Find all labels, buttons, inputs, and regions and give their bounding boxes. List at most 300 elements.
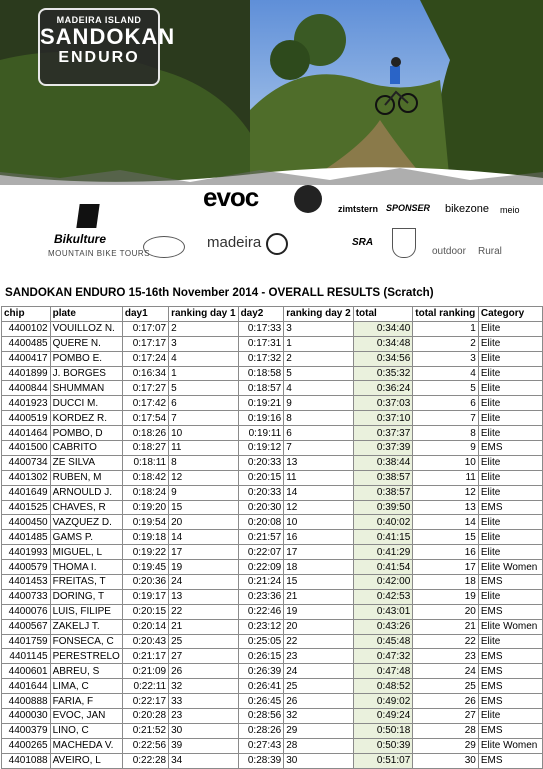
- col-header-plate: plate: [50, 307, 122, 322]
- day2-cell: 0:19:16: [238, 411, 284, 426]
- col-header-ranking-day2: ranking day 2: [284, 307, 353, 322]
- category-cell: Elite Women: [478, 560, 542, 575]
- ranking-day1-cell: 10: [169, 426, 238, 441]
- sponsor-meio: meio: [500, 205, 520, 215]
- ranking-day2-cell: 32: [284, 709, 353, 724]
- ranking-day1-cell: 8: [169, 455, 238, 470]
- chip-cell: 4400379: [2, 723, 51, 738]
- ranking-day2-cell: 6: [284, 426, 353, 441]
- day2-cell: 0:18:58: [238, 366, 284, 381]
- category-cell: Elite: [478, 545, 542, 560]
- plate-cell: PERESTRELO: [50, 649, 122, 664]
- ranking-day2-cell: 14: [284, 485, 353, 500]
- chip-cell: 4400417: [2, 351, 51, 366]
- table-row: [2, 694, 543, 709]
- category-cell: EMS: [478, 441, 542, 456]
- day2-cell: 0:28:39: [238, 753, 284, 768]
- category-cell: Elite: [478, 351, 542, 366]
- category-cell: Elite: [478, 515, 542, 530]
- category-cell: Elite: [478, 381, 542, 396]
- table-row: [2, 589, 543, 604]
- day2-cell: 0:17:33: [238, 321, 284, 336]
- total-cell: 0:41:15: [353, 530, 413, 545]
- total-cell: 0:50:39: [353, 738, 413, 753]
- table-header-row: [2, 307, 543, 322]
- sponsor-outdoor: outdoor: [432, 246, 466, 257]
- table-row: [2, 455, 543, 470]
- ranking-day2-cell: 16: [284, 530, 353, 545]
- ranking-day2-cell: 24: [284, 664, 353, 679]
- plate-cell: QUERE N.: [50, 336, 122, 351]
- total-cell: 0:38:57: [353, 485, 413, 500]
- day1-cell: 0:18:11: [122, 455, 168, 470]
- plate-cell: MACHEDA V.: [50, 738, 122, 753]
- total-ranking-cell: 3: [413, 351, 479, 366]
- day1-cell: 0:22:17: [122, 694, 168, 709]
- total-ranking-cell: 13: [413, 500, 479, 515]
- chip-cell: 4400567: [2, 619, 51, 634]
- day2-cell: 0:26:41: [238, 679, 284, 694]
- total-cell: 0:34:56: [353, 351, 413, 366]
- ranking-day2-cell: 28: [284, 738, 353, 753]
- logo-sub-text: ENDURO: [58, 49, 140, 66]
- chip-cell: 4400450: [2, 515, 51, 530]
- total-cell: 0:40:02: [353, 515, 413, 530]
- day1-cell: 0:16:34: [122, 366, 168, 381]
- total-ranking-cell: 1: [413, 321, 479, 336]
- ranking-day2-cell: 9: [284, 396, 353, 411]
- category-cell: EMS: [478, 500, 542, 515]
- table-row: [2, 664, 543, 679]
- ranking-day1-cell: 25: [169, 634, 238, 649]
- table-row: [2, 426, 543, 441]
- total-cell: 0:42:53: [353, 589, 413, 604]
- total-ranking-cell: 8: [413, 426, 479, 441]
- logo-top-text: MADEIRA ISLAND: [56, 15, 142, 25]
- category-cell: Elite: [478, 366, 542, 381]
- plate-cell: ABREU, S: [50, 664, 122, 679]
- total-ranking-cell: 15: [413, 530, 479, 545]
- day2-cell: 0:20:15: [238, 470, 284, 485]
- table-row: [2, 411, 543, 426]
- day1-cell: 0:18:24: [122, 485, 168, 500]
- chip-cell: 4401485: [2, 530, 51, 545]
- plate-cell: FARIA, F: [50, 694, 122, 709]
- ranking-day2-cell: 21: [284, 589, 353, 604]
- plate-cell: ZE SILVA: [50, 455, 122, 470]
- category-cell: Elite: [478, 455, 542, 470]
- total-ranking-cell: 10: [413, 455, 479, 470]
- total-ranking-cell: 16: [413, 545, 479, 560]
- chip-cell: 4400519: [2, 411, 51, 426]
- table-row: [2, 441, 543, 456]
- table-row: [2, 470, 543, 485]
- sponsor-bikulture-tagline: MOUNTAIN BIKE TOURS: [48, 249, 150, 258]
- day1-cell: 0:22:28: [122, 753, 168, 768]
- plate-cell: POMBO, D: [50, 426, 122, 441]
- event-logo: [38, 8, 176, 86]
- ranking-day1-cell: 23: [169, 709, 238, 724]
- category-cell: Elite Women: [478, 738, 542, 753]
- table-row: [2, 545, 543, 560]
- total-ranking-cell: 20: [413, 604, 479, 619]
- chip-cell: 4401649: [2, 485, 51, 500]
- plate-cell: DUCCI M.: [50, 396, 122, 411]
- chip-cell: 4400030: [2, 709, 51, 724]
- chip-cell: 4400734: [2, 455, 51, 470]
- ranking-day1-cell: 13: [169, 589, 238, 604]
- ranking-day2-cell: 5: [284, 366, 353, 381]
- ranking-day1-cell: 34: [169, 753, 238, 768]
- day1-cell: 0:19:54: [122, 515, 168, 530]
- category-cell: Elite: [478, 426, 542, 441]
- plate-cell: DORING, T: [50, 589, 122, 604]
- day1-cell: 0:17:17: [122, 336, 168, 351]
- day1-cell: 0:19:18: [122, 530, 168, 545]
- chip-cell: 4400076: [2, 604, 51, 619]
- ranking-day2-cell: 29: [284, 723, 353, 738]
- category-cell: Elite: [478, 321, 542, 336]
- day1-cell: 0:17:54: [122, 411, 168, 426]
- table-row: [2, 679, 543, 694]
- day2-cell: 0:17:31: [238, 336, 284, 351]
- plate-cell: J. BORGES: [50, 366, 122, 381]
- plate-cell: GAMS P.: [50, 530, 122, 545]
- ranking-day1-cell: 5: [169, 381, 238, 396]
- day1-cell: 0:19:20: [122, 500, 168, 515]
- total-ranking-cell: 11: [413, 470, 479, 485]
- chip-cell: 4400601: [2, 664, 51, 679]
- table-row: [2, 709, 543, 724]
- ranking-day2-cell: 20: [284, 619, 353, 634]
- total-ranking-cell: 17: [413, 560, 479, 575]
- plate-cell: KORDEZ R.: [50, 411, 122, 426]
- total-ranking-cell: 14: [413, 515, 479, 530]
- table-row: [2, 530, 543, 545]
- ranking-day1-cell: 20: [169, 515, 238, 530]
- ranking-day2-cell: 2: [284, 351, 353, 366]
- sponsor-sponser: SPONSER: [386, 203, 431, 213]
- sponsor-sra: SRA: [352, 237, 374, 248]
- plate-cell: ZAKELJ T.: [50, 619, 122, 634]
- ranking-day1-cell: 33: [169, 694, 238, 709]
- category-cell: Elite: [478, 530, 542, 545]
- category-cell: EMS: [478, 694, 542, 709]
- day2-cell: 0:19:12: [238, 441, 284, 456]
- day2-cell: 0:20:30: [238, 500, 284, 515]
- day1-cell: 0:17:42: [122, 396, 168, 411]
- col-header-ranking-day1: ranking day 1: [169, 307, 238, 322]
- table-row: [2, 381, 543, 396]
- sponsor-zimtstern: zimtstern: [338, 204, 379, 214]
- table-row: [2, 321, 543, 336]
- total-cell: 0:39:50: [353, 500, 413, 515]
- table-row: [2, 515, 543, 530]
- ranking-day1-cell: 14: [169, 530, 238, 545]
- chip-cell: 4401302: [2, 470, 51, 485]
- sponsor-badge-icon: [294, 185, 322, 213]
- chip-cell: 4400579: [2, 560, 51, 575]
- plate-cell: LIMA, C: [50, 679, 122, 694]
- total-cell: 0:37:03: [353, 396, 413, 411]
- total-cell: 0:51:07: [353, 753, 413, 768]
- ranking-day1-cell: 11: [169, 441, 238, 456]
- ranking-day1-cell: 7: [169, 411, 238, 426]
- ranking-day1-cell: 26: [169, 664, 238, 679]
- ranking-day2-cell: 30: [284, 753, 353, 768]
- ranking-day1-cell: 22: [169, 604, 238, 619]
- plate-cell: MIGUEL, L: [50, 545, 122, 560]
- day1-cell: 0:18:27: [122, 441, 168, 456]
- total-cell: 0:36:24: [353, 381, 413, 396]
- ranking-day1-cell: 15: [169, 500, 238, 515]
- day2-cell: 0:21:57: [238, 530, 284, 545]
- ranking-day2-cell: 22: [284, 634, 353, 649]
- table-row: [2, 366, 543, 381]
- day2-cell: 0:22:07: [238, 545, 284, 560]
- category-cell: EMS: [478, 723, 542, 738]
- sponsor-round-badge-icon: [143, 236, 185, 258]
- col-header-day2: day2: [238, 307, 284, 322]
- category-cell: EMS: [478, 679, 542, 694]
- total-cell: 0:47:48: [353, 664, 413, 679]
- total-ranking-cell: 24: [413, 664, 479, 679]
- total-cell: 0:37:37: [353, 426, 413, 441]
- ranking-day1-cell: 12: [169, 470, 238, 485]
- category-cell: Elite: [478, 485, 542, 500]
- chip-cell: 4401993: [2, 545, 51, 560]
- day2-cell: 0:26:39: [238, 664, 284, 679]
- total-ranking-cell: 22: [413, 634, 479, 649]
- total-cell: 0:34:40: [353, 321, 413, 336]
- table-row: [2, 723, 543, 738]
- table-row: [2, 560, 543, 575]
- total-ranking-cell: 30: [413, 753, 479, 768]
- total-ranking-cell: 6: [413, 396, 479, 411]
- chip-cell: 4401923: [2, 396, 51, 411]
- col-header-day1: day1: [122, 307, 168, 322]
- total-ranking-cell: 18: [413, 575, 479, 590]
- category-cell: Elite: [478, 709, 542, 724]
- plate-cell: RUBEN, M: [50, 470, 122, 485]
- chip-cell: 4400485: [2, 336, 51, 351]
- chip-cell: 4400888: [2, 694, 51, 709]
- day2-cell: 0:18:57: [238, 381, 284, 396]
- table-row: [2, 619, 543, 634]
- table-row: [2, 649, 543, 664]
- total-ranking-cell: 7: [413, 411, 479, 426]
- day1-cell: 0:17:24: [122, 351, 168, 366]
- table-row: [2, 738, 543, 753]
- sponsor-rural: Rural: [478, 246, 502, 257]
- day2-cell: 0:22:09: [238, 560, 284, 575]
- total-ranking-cell: 26: [413, 694, 479, 709]
- ranking-day2-cell: 3: [284, 321, 353, 336]
- day1-cell: 0:21:17: [122, 649, 168, 664]
- total-cell: 0:48:52: [353, 679, 413, 694]
- table-row: [2, 351, 543, 366]
- day1-cell: 0:20:28: [122, 709, 168, 724]
- category-cell: EMS: [478, 664, 542, 679]
- ranking-day1-cell: 39: [169, 738, 238, 753]
- col-header-total: total: [353, 307, 413, 322]
- day1-cell: 0:19:45: [122, 560, 168, 575]
- total-cell: 0:50:18: [353, 723, 413, 738]
- total-ranking-cell: 21: [413, 619, 479, 634]
- page-title: SANDOKAN ENDURO 15-16th November 2014 - OVERALL RESULTS (Scratch): [5, 286, 434, 299]
- col-header-category: Category: [478, 307, 542, 322]
- category-cell: Elite: [478, 470, 542, 485]
- total-ranking-cell: 29: [413, 738, 479, 753]
- total-ranking-cell: 23: [413, 649, 479, 664]
- plate-cell: SHUMMAN: [50, 381, 122, 396]
- total-cell: 0:37:10: [353, 411, 413, 426]
- chip-cell: 4401899: [2, 366, 51, 381]
- day1-cell: 0:22:56: [122, 738, 168, 753]
- ranking-day2-cell: 23: [284, 649, 353, 664]
- total-ranking-cell: 4: [413, 366, 479, 381]
- day1-cell: 0:17:27: [122, 381, 168, 396]
- table-row: [2, 604, 543, 619]
- sponsor-evoc: evoc: [203, 182, 259, 212]
- table-row: [2, 575, 543, 590]
- day1-cell: 0:21:52: [122, 723, 168, 738]
- table-row: [2, 485, 543, 500]
- ranking-day1-cell: 19: [169, 560, 238, 575]
- day2-cell: 0:27:43: [238, 738, 284, 753]
- day1-cell: 0:18:26: [122, 426, 168, 441]
- chip-cell: 4400733: [2, 589, 51, 604]
- sponsor-madeira: madeira: [207, 234, 262, 251]
- category-cell: Elite Women: [478, 619, 542, 634]
- total-cell: 0:43:01: [353, 604, 413, 619]
- category-cell: EMS: [478, 753, 542, 768]
- logo-main-text: SANDOKAN: [40, 24, 176, 49]
- day2-cell: 0:20:33: [238, 485, 284, 500]
- ranking-day1-cell: 24: [169, 575, 238, 590]
- chip-cell: 4400102: [2, 321, 51, 336]
- chip-cell: 4401088: [2, 753, 51, 768]
- day2-cell: 0:26:45: [238, 694, 284, 709]
- plate-cell: VAZQUEZ D.: [50, 515, 122, 530]
- day1-cell: 0:19:22: [122, 545, 168, 560]
- sponsor-bikulture: Bikulture: [54, 232, 107, 246]
- ranking-day2-cell: 15: [284, 575, 353, 590]
- table-row: [2, 753, 543, 768]
- plate-cell: POMBO E.: [50, 351, 122, 366]
- day2-cell: 0:17:32: [238, 351, 284, 366]
- ranking-day2-cell: 4: [284, 381, 353, 396]
- total-cell: 0:49:24: [353, 709, 413, 724]
- table-row: [2, 500, 543, 515]
- total-ranking-cell: 5: [413, 381, 479, 396]
- plate-cell: CHAVES, R: [50, 500, 122, 515]
- day2-cell: 0:28:56: [238, 709, 284, 724]
- ranking-day2-cell: 18: [284, 560, 353, 575]
- plate-cell: VOUILLOZ N.: [50, 321, 122, 336]
- ranking-day2-cell: 26: [284, 694, 353, 709]
- ranking-day2-cell: 10: [284, 515, 353, 530]
- plate-cell: THOMA I.: [50, 560, 122, 575]
- chip-cell: 4401500: [2, 441, 51, 456]
- ranking-day1-cell: 27: [169, 649, 238, 664]
- chip-cell: 4401644: [2, 679, 51, 694]
- event-banner: [0, 0, 543, 268]
- day2-cell: 0:23:12: [238, 619, 284, 634]
- day2-cell: 0:28:26: [238, 723, 284, 738]
- ranking-day2-cell: 11: [284, 470, 353, 485]
- col-header-chip: chip: [2, 307, 51, 322]
- day1-cell: 0:22:11: [122, 679, 168, 694]
- category-cell: Elite: [478, 589, 542, 604]
- sponsor-crest-icon: [392, 228, 416, 258]
- day1-cell: 0:20:14: [122, 619, 168, 634]
- ranking-day2-cell: 25: [284, 679, 353, 694]
- total-cell: 0:43:26: [353, 619, 413, 634]
- total-cell: 0:47:32: [353, 649, 413, 664]
- plate-cell: LINO, C: [50, 723, 122, 738]
- sponsor-bikezone: bikezone: [445, 203, 490, 215]
- ranking-day2-cell: 12: [284, 500, 353, 515]
- chip-cell: 4401453: [2, 575, 51, 590]
- plate-cell: FREITAS, T: [50, 575, 122, 590]
- results-table: [1, 306, 543, 769]
- total-cell: 0:34:48: [353, 336, 413, 351]
- total-cell: 0:49:02: [353, 694, 413, 709]
- total-cell: 0:35:32: [353, 366, 413, 381]
- category-cell: EMS: [478, 604, 542, 619]
- ranking-day1-cell: 1: [169, 366, 238, 381]
- day1-cell: 0:18:42: [122, 470, 168, 485]
- ranking-day1-cell: 32: [169, 679, 238, 694]
- chip-cell: 4401759: [2, 634, 51, 649]
- day2-cell: 0:19:21: [238, 396, 284, 411]
- bikulture-icon: [76, 204, 99, 228]
- total-cell: 0:38:44: [353, 455, 413, 470]
- ranking-day1-cell: 9: [169, 485, 238, 500]
- chip-cell: 4401464: [2, 426, 51, 441]
- ranking-day2-cell: 1: [284, 336, 353, 351]
- plate-cell: CABRITO: [50, 441, 122, 456]
- day2-cell: 0:23:36: [238, 589, 284, 604]
- table-row: [2, 396, 543, 411]
- ranking-day2-cell: 7: [284, 441, 353, 456]
- total-ranking-cell: 28: [413, 723, 479, 738]
- day1-cell: 0:17:07: [122, 321, 168, 336]
- total-cell: 0:42:00: [353, 575, 413, 590]
- day2-cell: 0:22:46: [238, 604, 284, 619]
- day2-cell: 0:25:05: [238, 634, 284, 649]
- day1-cell: 0:20:43: [122, 634, 168, 649]
- total-cell: 0:38:57: [353, 470, 413, 485]
- table-row: [2, 634, 543, 649]
- day2-cell: 0:20:33: [238, 455, 284, 470]
- day2-cell: 0:19:11: [238, 426, 284, 441]
- plate-cell: EVOC, JAN: [50, 709, 122, 724]
- category-cell: Elite: [478, 336, 542, 351]
- category-cell: Elite: [478, 634, 542, 649]
- ranking-day2-cell: 17: [284, 545, 353, 560]
- ranking-day1-cell: 6: [169, 396, 238, 411]
- ranking-day2-cell: 8: [284, 411, 353, 426]
- day1-cell: 0:19:17: [122, 589, 168, 604]
- ranking-day1-cell: 17: [169, 545, 238, 560]
- total-cell: 0:41:54: [353, 560, 413, 575]
- sponsor-circle-icon: [266, 233, 288, 255]
- plate-cell: LUIS, FILIPE: [50, 604, 122, 619]
- total-ranking-cell: 25: [413, 679, 479, 694]
- category-cell: EMS: [478, 649, 542, 664]
